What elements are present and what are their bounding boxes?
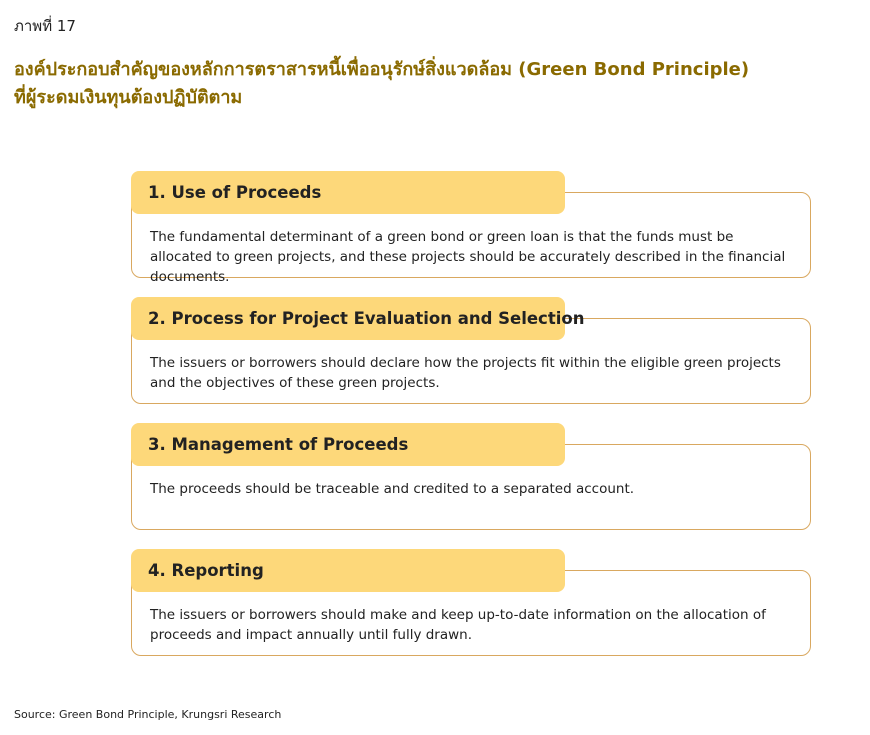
- title-line-2: ที่ผู้ระดมเงินทุนต้องปฏิบัติตาม: [14, 87, 243, 108]
- component-card-project-evaluation: [131, 297, 811, 407]
- source-note: Source: Green Bond Principle, Krungsri Research: [14, 708, 282, 721]
- component-description: The proceeds should be traceable and credited to a separated account.: [150, 481, 635, 497]
- component-card-reporting: [131, 549, 811, 659]
- component-heading: 4. Reporting: [131, 549, 565, 592]
- component-heading: 1. Use of Proceeds: [131, 171, 565, 214]
- component-description: The issuers or borrowers should declare how the projects fit within the eligible green projects and the objectives of these green projects.: [150, 355, 781, 391]
- component-description: The fundamental determinant of a green bond or green loan is that the funds must be allocated to green projects, and these projects should be accurately described in the financial documents.: [150, 229, 786, 285]
- component-description: The issuers or borrowers should make and keep up-to-date information on the allocation of proceeds and impact annually until fully drawn.: [150, 607, 766, 643]
- component-card-use-of-proceeds: [131, 171, 811, 285]
- component-card-management-of-proceeds: [131, 423, 811, 533]
- component-heading: 3. Management of Proceeds: [131, 423, 565, 466]
- figure-number: ภาพที่ 17: [14, 17, 76, 35]
- figure-title: [14, 56, 854, 112]
- component-heading: 2. Process for Project Evaluation and Selection: [131, 297, 565, 340]
- title-line-1: องค์ประกอบสำคัญของหลักการตราสารหนี้เพื่ออนุรักษ์สิ่งแวดล้อม (Green Bond Principle): [14, 59, 750, 80]
